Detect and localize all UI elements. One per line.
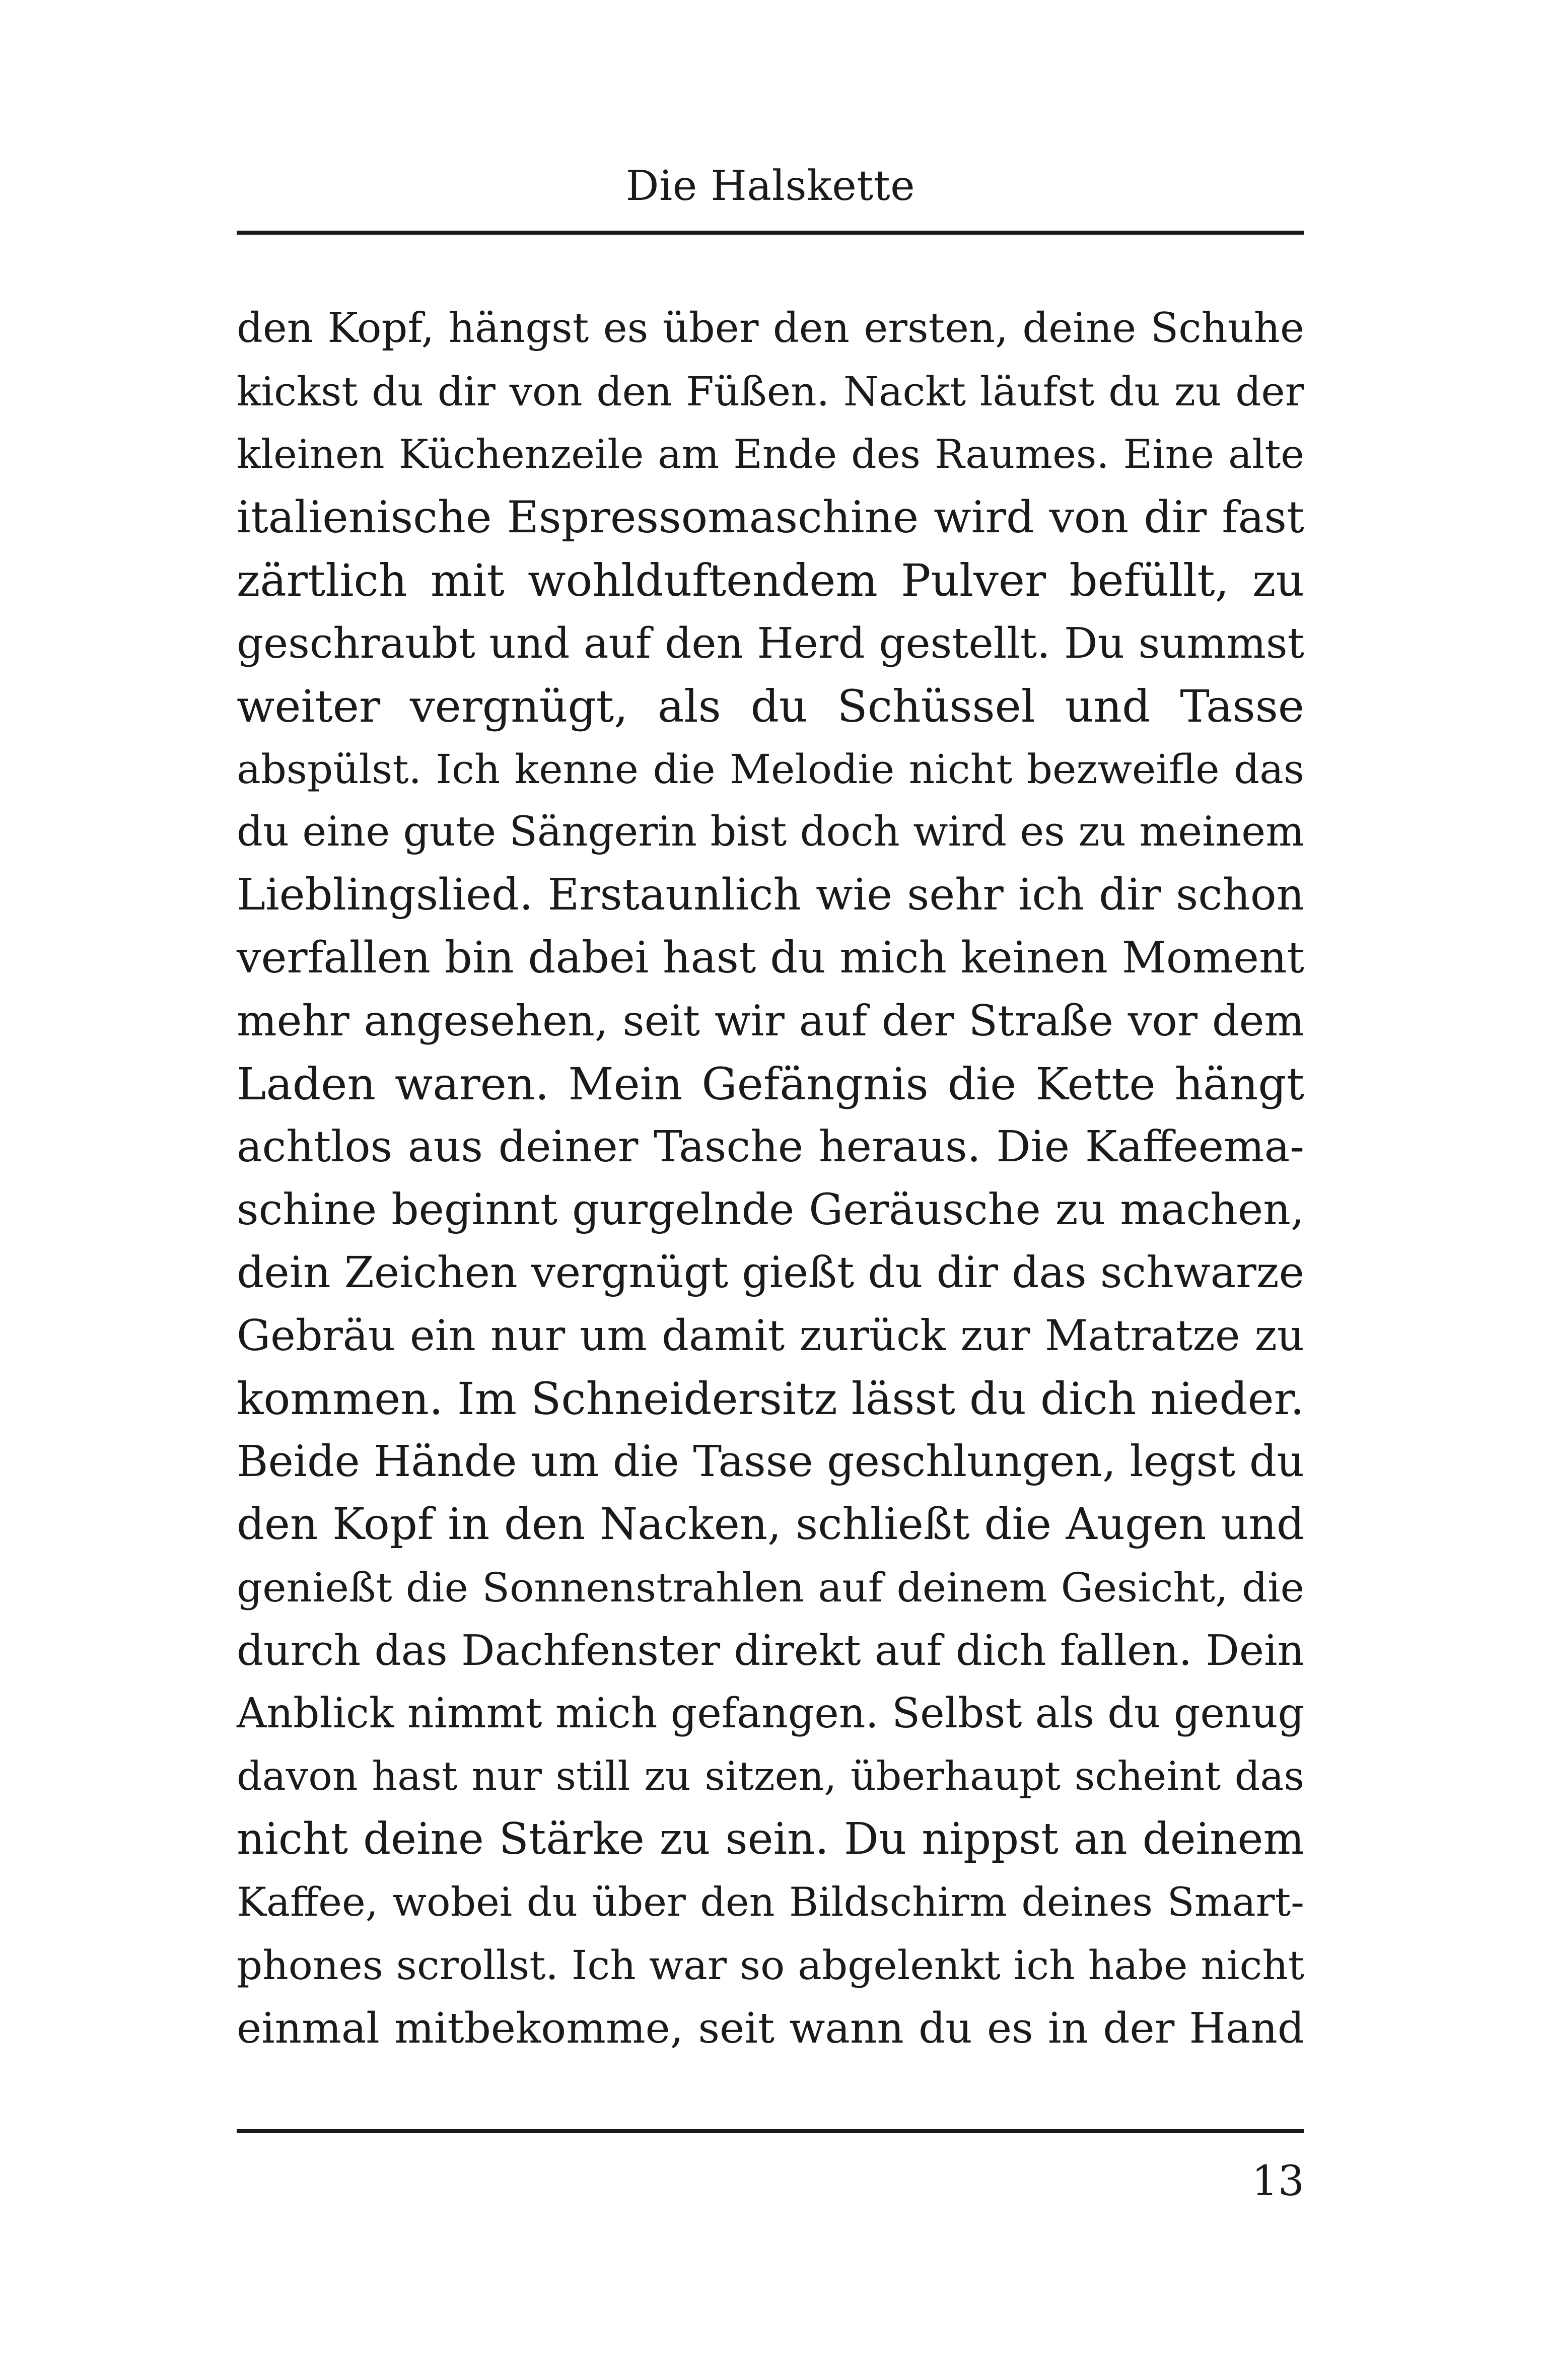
text-line: Gebräu ein nur um damit zurück zur Matratze zu — [237, 1311, 1304, 1360]
text-line: weiter vergnügt, als du Schüssel und Tasse — [237, 680, 1304, 732]
text-line: schine beginnt gurgelnde Geräusche zu machen, — [237, 1185, 1304, 1235]
page-number: 13 — [1251, 2157, 1304, 2205]
running-head: Die Halskette — [625, 162, 916, 210]
text-line: den Kopf in den Nacken, schließt die Augen und — [237, 1499, 1304, 1550]
text-line: dein Zeichen vergnügt gießt du dir das schwarze — [237, 1248, 1304, 1298]
text-line: Kaffee, wobei du über den Bildschirm deines Smart- — [237, 1879, 1304, 1925]
text-line: geschraubt und auf den Herd gestellt. Du summst — [237, 619, 1304, 668]
text-line: kleinen Küchenzeile am Ende des Raumes. Eine alte — [237, 431, 1304, 477]
text-line: zärtlich mit wohlduftendem Pulver befüllt, zu — [237, 554, 1304, 606]
text-line: kommen. Im Schneidersitz lässt du dich nieder. — [237, 1373, 1305, 1425]
text-line: mehr angesehen, seit wir auf der Straße vor dem — [237, 996, 1304, 1045]
text-line: durch das Dachfenster direkt auf dich fallen. Dein — [237, 1626, 1304, 1675]
text-line: verfallen bin dabei hast du mich keinen Moment — [237, 933, 1304, 983]
text-line: den Kopf, hängst es über den ersten, deine Schuhe — [237, 305, 1304, 352]
text-line: nicht deine Stärke zu sein. Du nippst an deinem — [237, 1814, 1304, 1864]
body-text — [237, 297, 1304, 2060]
text-line: Beide Hände um die Tasse geschlungen, legst du — [237, 1437, 1304, 1487]
text-line: phones scrollst. Ich war so abgelenkt ich habe nicht — [237, 1942, 1304, 1989]
text-line: italienische Espressomaschine wird von dir fast — [237, 492, 1304, 543]
text-line: davon hast nur still zu sitzen, überhaupt scheint das — [237, 1753, 1304, 1799]
text-line: genießt die Sonnenstrahlen auf deinem Gesicht, die — [237, 1564, 1304, 1611]
text-line: achtlos aus deiner Tasche heraus. Die Kaffeema- — [237, 1122, 1304, 1172]
text-line: Anblick nimmt mich gefangen. Selbst als du genug — [237, 1690, 1304, 1737]
text-line: du eine gute Sängerin bist doch wird es zu meinem — [237, 808, 1304, 856]
text-line: abspülst. Ich kenne die Melodie nicht bezweifle das — [237, 746, 1304, 793]
text-line: Lieblingslied. Erstaunlich wie sehr ich dir schon — [237, 870, 1304, 920]
footer-rule — [237, 2129, 1304, 2133]
text-line: Laden waren. Mein Gefängnis die Kette hängt — [237, 1058, 1304, 1110]
header-rule — [237, 231, 1304, 235]
text-line: einmal mitbekomme, seit wann du es in der Hand — [237, 2004, 1304, 2053]
text-line: kickst du dir von den Füßen. Nackt läufst du zu der — [237, 368, 1304, 415]
